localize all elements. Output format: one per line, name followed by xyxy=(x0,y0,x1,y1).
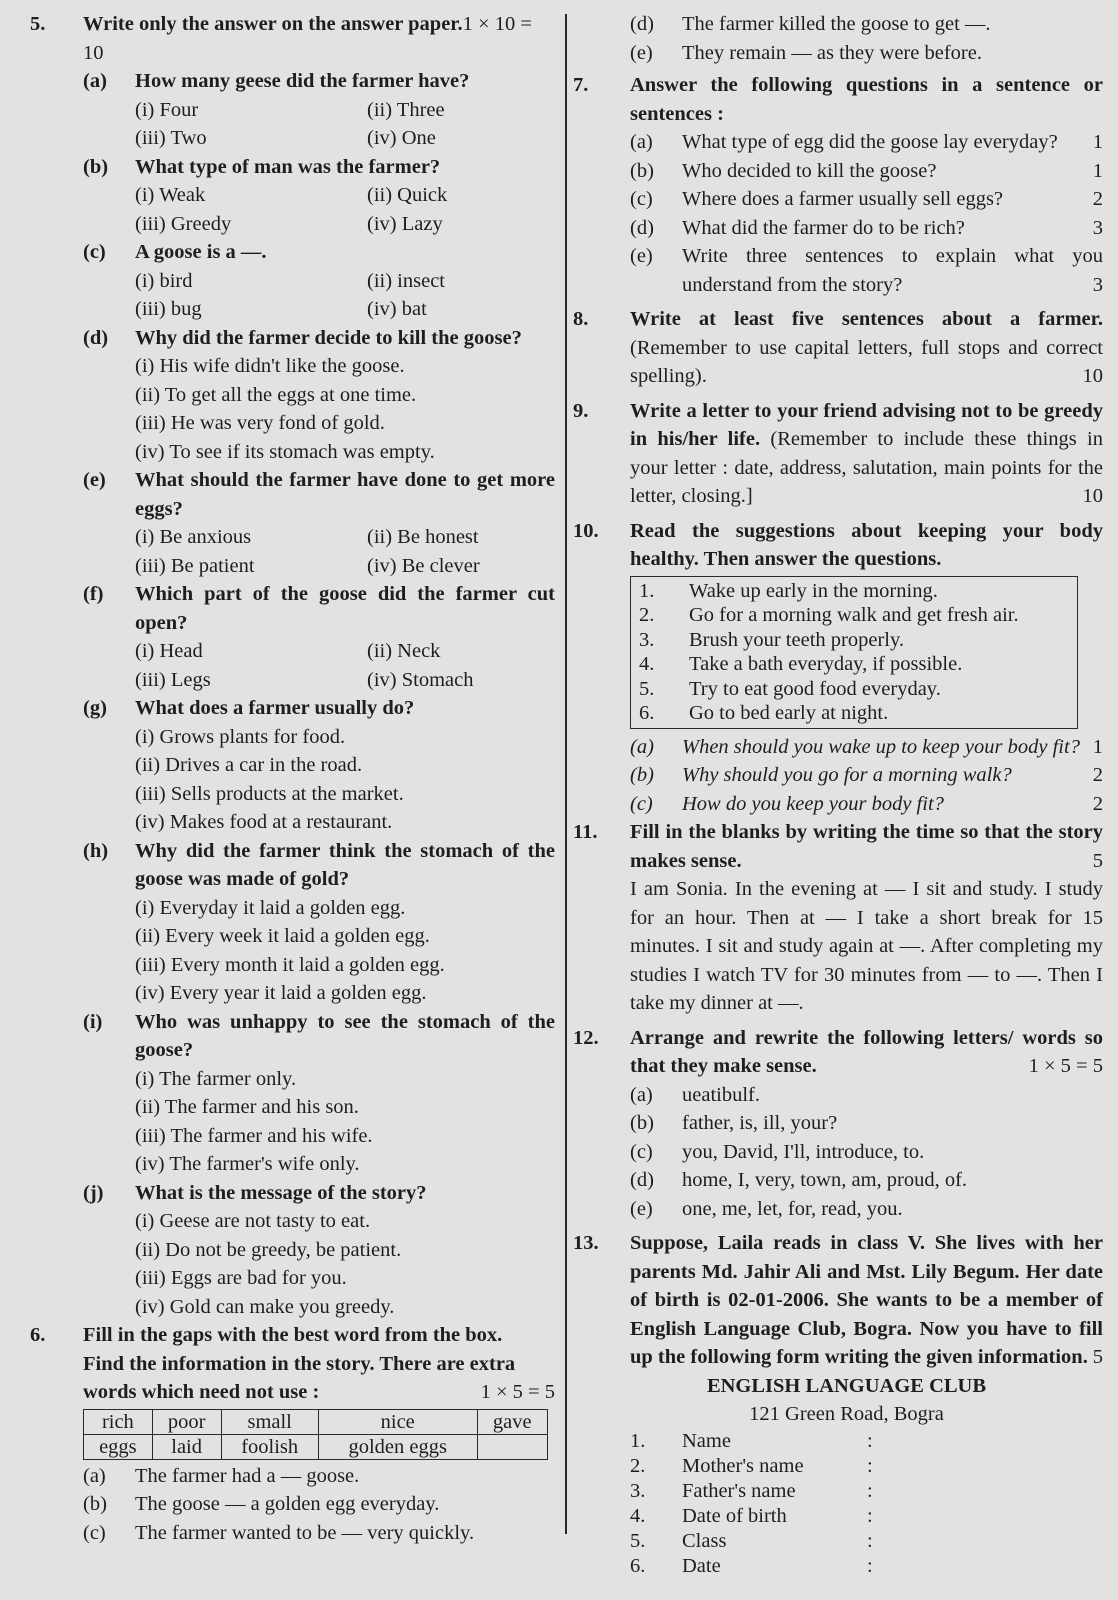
answer-option: (ii) Three xyxy=(367,98,445,121)
question-number: 5. xyxy=(30,13,46,35)
question-text: father, is, ill, your? xyxy=(682,1112,838,1134)
suggestion-item xyxy=(639,628,1069,653)
marks: 1 xyxy=(1092,131,1103,153)
suggestion-item xyxy=(639,603,1069,628)
suggestion-item xyxy=(639,701,1069,726)
question-label: (e) xyxy=(630,245,653,267)
question-number: 10. xyxy=(573,519,599,542)
question-label: (b) xyxy=(630,764,654,786)
field-separator: : xyxy=(867,1454,873,1477)
question-text: Who was unhappy to see the stomach of the goose? xyxy=(135,1010,555,1061)
option-list xyxy=(30,723,555,837)
field-number: 1. xyxy=(630,1429,646,1452)
word-cell: golden eggs xyxy=(318,1434,477,1459)
answer-option: (iv) Every year it laid a golden egg. xyxy=(135,982,427,1004)
question-text xyxy=(682,214,1103,243)
answer-option: (iii) Two xyxy=(135,127,207,149)
mcq-list xyxy=(30,67,555,1321)
word-cell: rich xyxy=(84,1409,153,1434)
question-number: 7. xyxy=(573,74,589,96)
question-title: Read the suggestions about keeping your body healthy. Then answer the questions. xyxy=(630,519,1103,570)
sub-question xyxy=(573,1138,1103,1167)
question-label: (b) xyxy=(83,155,109,178)
answer-option: (i) His wife didn't like the goose. xyxy=(135,355,405,377)
sub-question xyxy=(573,157,1103,186)
jumbled-list xyxy=(573,1081,1103,1224)
suggestion-number: 5. xyxy=(639,677,655,700)
field-separator: : xyxy=(867,1479,873,1502)
marks: 1 xyxy=(1092,735,1103,758)
question-number: 12. xyxy=(573,1026,599,1049)
sub-question xyxy=(573,790,1103,819)
question-number: 11. xyxy=(573,821,598,843)
question-text: Who decided to kill the goose? xyxy=(682,159,937,182)
suggestion-box xyxy=(630,576,1078,729)
suggestion-text: Take a bath everyday, if possible. xyxy=(689,653,963,675)
answer-option: (iii) Greedy xyxy=(135,212,232,235)
suggestion-text: Wake up early in the morning. xyxy=(689,579,938,602)
question-label: (b) xyxy=(630,159,654,182)
question-text xyxy=(682,242,1103,299)
fill-gap-item: (b) The goose — a golden egg everyday. xyxy=(83,1493,440,1515)
form-field xyxy=(573,1554,1103,1579)
sub-question xyxy=(573,242,1103,299)
question-number: 8. xyxy=(573,308,589,330)
suggestion-item xyxy=(639,677,1069,702)
question-text xyxy=(682,1166,1103,1195)
question-number: 13. xyxy=(573,1232,599,1254)
question-text: How many geese did the farmer have? xyxy=(135,70,470,92)
question-label: (h) xyxy=(83,839,109,862)
story-passage: I am Sonia. In the evening at — I sit and study. I study for an hour. Then at — I take a short break for 15 minutes. I sit and study again at —. After completing my studies I watch TV for 30 minutes from — to —. Then I take my dinner at —. xyxy=(630,878,1103,1014)
sub-question xyxy=(573,1081,1103,1110)
question-text: Why did the farmer think the stomach of the goose was made of gold? xyxy=(135,839,555,890)
question-number: 9. xyxy=(573,399,589,422)
form-field xyxy=(573,1454,1103,1479)
question-title: Suppose, Laila reads in class V. She lives with her parents Md. Jahir Ali and Mst. Lily Begum. Her date of birth is 02-01-2006. She wants to be a member of English Language Club, Bogra. Now you have to fill up the following form writing the given information. xyxy=(630,1232,1103,1368)
answer-option: (i) Everyday it laid a golden egg. xyxy=(135,896,406,919)
sub-question xyxy=(573,733,1103,762)
answer-option: (ii) The farmer and his son. xyxy=(135,1096,359,1118)
answer-option: (iii) bug xyxy=(135,298,202,320)
marks: 3 xyxy=(1092,216,1103,239)
answer-option: (iv) Be clever xyxy=(367,554,480,577)
question-title: Fill in the blanks by writing the time so that the story makes sense. xyxy=(630,821,1103,872)
mcq-question xyxy=(30,466,555,523)
answer-option: (i) The farmer only. xyxy=(135,1067,297,1090)
mcq-question xyxy=(30,837,555,894)
answer-option: (iv) One xyxy=(367,127,436,149)
option-list xyxy=(30,1207,555,1321)
question-9 xyxy=(573,397,1103,511)
answer-option: (i) Head xyxy=(135,640,203,662)
question-text xyxy=(682,1138,1103,1167)
marks: 5 xyxy=(1092,849,1103,872)
answer-option: (i) Be anxious xyxy=(135,526,252,548)
question-text xyxy=(682,157,1103,186)
option-list xyxy=(30,352,555,466)
question-text: How do you keep your body fit? xyxy=(682,792,944,815)
question-label: (d) xyxy=(83,326,109,349)
answer-option: (ii) Do not be greedy, be patient. xyxy=(135,1238,402,1261)
field-label: Class xyxy=(682,1529,727,1552)
field-separator: : xyxy=(867,1554,873,1577)
mcq-question xyxy=(30,580,555,637)
mcq-question xyxy=(30,1179,555,1208)
question-8 xyxy=(573,305,1103,391)
left-column xyxy=(30,10,555,1547)
question-text xyxy=(682,128,1103,157)
membership-form xyxy=(573,1429,1103,1579)
marks: 3 xyxy=(1092,273,1103,296)
question-number: 6. xyxy=(30,1324,46,1346)
option-list xyxy=(30,637,555,694)
question-label: (c) xyxy=(630,1140,653,1163)
question-text xyxy=(682,1109,1103,1138)
field-number: 4. xyxy=(630,1504,646,1527)
field-number: 6. xyxy=(630,1554,646,1577)
answer-option: (i) Geese are not tasty to eat. xyxy=(135,1210,371,1232)
question-label: (a) xyxy=(630,131,653,153)
form-field xyxy=(573,1529,1103,1554)
answer-option: (ii) Drives a car in the road. xyxy=(135,754,363,776)
answer-option: (iv) Makes food at a restaurant. xyxy=(135,811,393,833)
answer-option: (i) bird xyxy=(135,269,193,292)
form-address: 121 Green Road, Bogra xyxy=(749,1403,944,1425)
answer-option: (iii) Be patient xyxy=(135,554,255,577)
field-number: 3. xyxy=(630,1479,646,1502)
answer-option: (iv) bat xyxy=(367,298,427,320)
suggestion-number: 1. xyxy=(639,579,655,602)
column-divider xyxy=(565,14,567,1534)
form-title: ENGLISH LANGUAGE CLUB xyxy=(706,1374,987,1397)
question-text: one, me, let, for, read, you. xyxy=(682,1197,903,1220)
marks: 1 × 5 = 5 xyxy=(480,1381,555,1403)
word-cell: foolish xyxy=(221,1434,318,1459)
question-text: What type of man was the farmer? xyxy=(135,155,441,178)
question-10 xyxy=(573,517,1103,819)
question-title: Write at least five sentences about a farmer. xyxy=(630,308,1103,330)
sub-question xyxy=(573,214,1103,243)
question-title: Write only the answer on the answer paper.1 × 10 = 10 xyxy=(83,13,532,64)
suggestion-text: Go to bed early at night. xyxy=(689,702,889,724)
suggestion-number: 2. xyxy=(639,604,655,626)
question-label: (j) xyxy=(83,1181,104,1204)
question-title: Fill in the gaps with the best word from the box. Find the information in the story. There are extra words which need not use : 1 × 5 = 5 xyxy=(83,1321,555,1407)
mcq-question xyxy=(30,238,555,267)
form-field xyxy=(573,1504,1103,1529)
question-label: (d) xyxy=(630,216,654,239)
right-column xyxy=(573,10,1103,1579)
suggestion-text: Try to eat good food everyday. xyxy=(689,677,941,700)
marks: 2 xyxy=(1092,792,1103,815)
fill-gap-item: (c) The farmer wanted to be — very quickly. xyxy=(83,1521,475,1544)
answer-option: (iii) Legs xyxy=(135,668,211,691)
question-label: (d) xyxy=(630,1169,654,1191)
field-number: 2. xyxy=(630,1454,646,1477)
question-12 xyxy=(573,1024,1103,1224)
marks: 1 × 5 = 5 xyxy=(1028,1055,1103,1077)
answer-option: (iii) The farmer and his wife. xyxy=(135,1124,373,1147)
question-6 xyxy=(30,1321,555,1547)
word-cell xyxy=(477,1434,547,1459)
question-text: Write three sentences to explain what you understand from the story? xyxy=(682,245,1103,296)
sub-question xyxy=(573,128,1103,157)
answer-option: (i) Grows plants for food. xyxy=(135,725,346,748)
question-13 xyxy=(573,1229,1103,1579)
question-note: (Remember to use capital letters, full stops and correct spelling). xyxy=(630,336,1103,387)
fill-gap-item: (a) The farmer had a — goose. xyxy=(83,1464,360,1487)
suggestion-number: 6. xyxy=(639,702,655,724)
answer-option: (iii) Eggs are bad for you. xyxy=(135,1267,347,1289)
mcq-question xyxy=(30,67,555,96)
question-text: Why should you go for a morning walk? xyxy=(682,764,1012,786)
answer-option: (iii) Sells products at the market. xyxy=(135,782,404,805)
mcq-question xyxy=(30,1008,555,1065)
field-label: Date xyxy=(682,1554,721,1577)
answer-option: (iv) Gold can make you greedy. xyxy=(135,1295,395,1318)
answer-option: (iv) Lazy xyxy=(367,212,443,235)
form-field xyxy=(573,1429,1103,1454)
question-7 xyxy=(573,71,1103,299)
answer-option: (iv) Stomach xyxy=(367,668,474,691)
question-text: A goose is a —. xyxy=(135,241,267,263)
word-cell: eggs xyxy=(84,1434,153,1459)
fill-gap-item: (d) The farmer killed the goose to get —. xyxy=(630,13,991,35)
form-field xyxy=(573,1479,1103,1504)
question-text xyxy=(682,1081,1103,1110)
mcq-question xyxy=(30,324,555,353)
sub-question xyxy=(573,761,1103,790)
field-label: Name xyxy=(682,1429,731,1452)
word-box xyxy=(83,1409,548,1460)
answer-option: (ii) Quick xyxy=(367,184,448,206)
sub-question xyxy=(573,1109,1103,1138)
marks: 2 xyxy=(1092,188,1103,210)
answer-option: (ii) insect xyxy=(367,269,445,292)
suggestion-text: Brush your teeth properly. xyxy=(689,628,905,651)
word-cell: nice xyxy=(318,1409,477,1434)
word-cell: poor xyxy=(152,1409,221,1434)
option-list xyxy=(30,523,555,580)
question-text xyxy=(682,733,1103,762)
question-text: ueatibulf. xyxy=(682,1083,760,1106)
answer-option: (ii) Be honest xyxy=(367,526,479,548)
field-label: Mother's name xyxy=(682,1454,804,1477)
question-label: (i) xyxy=(83,1010,103,1033)
question-label: (e) xyxy=(630,1197,653,1220)
question-label: (c) xyxy=(630,792,653,815)
suggestion-number: 3. xyxy=(639,628,655,651)
answer-option: (i) Four xyxy=(135,98,199,121)
short-question-list xyxy=(573,733,1103,819)
question-5 xyxy=(30,10,555,1321)
suggestion-text: Go for a morning walk and get fresh air. xyxy=(689,604,1019,626)
answer-option: (iii) Every month it laid a golden egg. xyxy=(135,953,445,976)
word-cell: gave xyxy=(477,1409,547,1434)
question-label: (f) xyxy=(83,583,104,605)
question-6-continued xyxy=(573,10,1103,67)
marks: 10 xyxy=(1082,485,1103,507)
question-note: (Remember to include these things in your letter : date, address, salutation, main points for the letter, closing.] xyxy=(630,428,1103,507)
sub-question xyxy=(573,1166,1103,1195)
question-text xyxy=(682,761,1103,790)
question-label: (c) xyxy=(83,241,106,263)
suggestion-item xyxy=(639,579,1069,604)
answer-option: (i) Weak xyxy=(135,184,206,206)
question-label: (a) xyxy=(630,1083,653,1106)
marks: 10 xyxy=(1082,365,1103,387)
question-label: (a) xyxy=(630,735,654,758)
field-separator: : xyxy=(867,1429,873,1452)
sub-question xyxy=(573,1195,1103,1224)
question-text: What type of egg did the goose lay everyday? xyxy=(682,131,1058,153)
field-label: Date of birth xyxy=(682,1504,787,1527)
answer-option: (ii) Every week it laid a golden egg. xyxy=(135,925,430,947)
question-text: you, David, I'll, introduce, to. xyxy=(682,1140,925,1163)
marks: 1 xyxy=(1092,159,1103,182)
question-text xyxy=(682,1195,1103,1224)
question-title: Answer the following questions in a sentence or sentences : xyxy=(630,74,1103,125)
question-text: What does a farmer usually do? xyxy=(135,697,415,719)
answer-option: (iii) He was very fond of gold. xyxy=(135,412,385,434)
sub-question xyxy=(573,185,1103,214)
question-text: Why did the farmer decide to kill the goose? xyxy=(135,326,522,349)
question-title: Write a letter to your friend advising not to be greedy in his/her life. xyxy=(630,399,1103,450)
question-text: When should you wake up to keep your body fit? xyxy=(682,735,1080,758)
field-separator: : xyxy=(867,1529,873,1552)
question-text: Where does a farmer usually sell eggs? xyxy=(682,188,1004,210)
question-11 xyxy=(573,818,1103,1018)
option-list xyxy=(30,181,555,238)
field-separator: : xyxy=(867,1504,873,1527)
option-list xyxy=(30,894,555,1008)
fill-gap-item: (e) They remain — as they were before. xyxy=(630,41,982,64)
question-label: (b) xyxy=(630,1112,654,1134)
suggestion-item xyxy=(639,652,1069,677)
short-question-list xyxy=(573,128,1103,299)
option-list xyxy=(30,267,555,324)
mcq-question xyxy=(30,153,555,182)
marks: 5 xyxy=(1092,1346,1103,1368)
question-text: What is the message of the story? xyxy=(135,1181,427,1204)
question-label: (e) xyxy=(83,469,106,491)
question-text: What did the farmer do to be rich? xyxy=(682,216,965,239)
answer-option: (iv) To see if its stomach was empty. xyxy=(135,440,435,463)
field-label: Father's name xyxy=(682,1479,796,1502)
word-cell: small xyxy=(221,1409,318,1434)
option-list xyxy=(30,1065,555,1179)
option-list xyxy=(30,96,555,153)
answer-option: (ii) To get all the eggs at one time. xyxy=(135,383,417,406)
mcq-question xyxy=(30,694,555,723)
question-label: (g) xyxy=(83,697,107,719)
question-text: Which part of the goose did the farmer cut open? xyxy=(135,583,555,634)
marks: 2 xyxy=(1092,764,1103,786)
question-text: What should the farmer have done to get more eggs? xyxy=(135,469,555,520)
question-title: Arrange and rewrite the following letters/ words so that they make sense. xyxy=(630,1026,1103,1077)
word-cell: laid xyxy=(152,1434,221,1459)
question-text xyxy=(682,185,1103,214)
question-label: (c) xyxy=(630,188,653,210)
suggestion-number: 4. xyxy=(639,653,655,675)
question-label: (a) xyxy=(83,70,107,92)
answer-option: (ii) Neck xyxy=(367,640,441,662)
question-text: home, I, very, town, am, proud, of. xyxy=(682,1169,968,1191)
question-text xyxy=(682,790,1103,819)
answer-option: (iv) The farmer's wife only. xyxy=(135,1153,360,1175)
marks: 1 × 10 = 10 xyxy=(83,13,532,64)
field-number: 5. xyxy=(630,1529,646,1552)
